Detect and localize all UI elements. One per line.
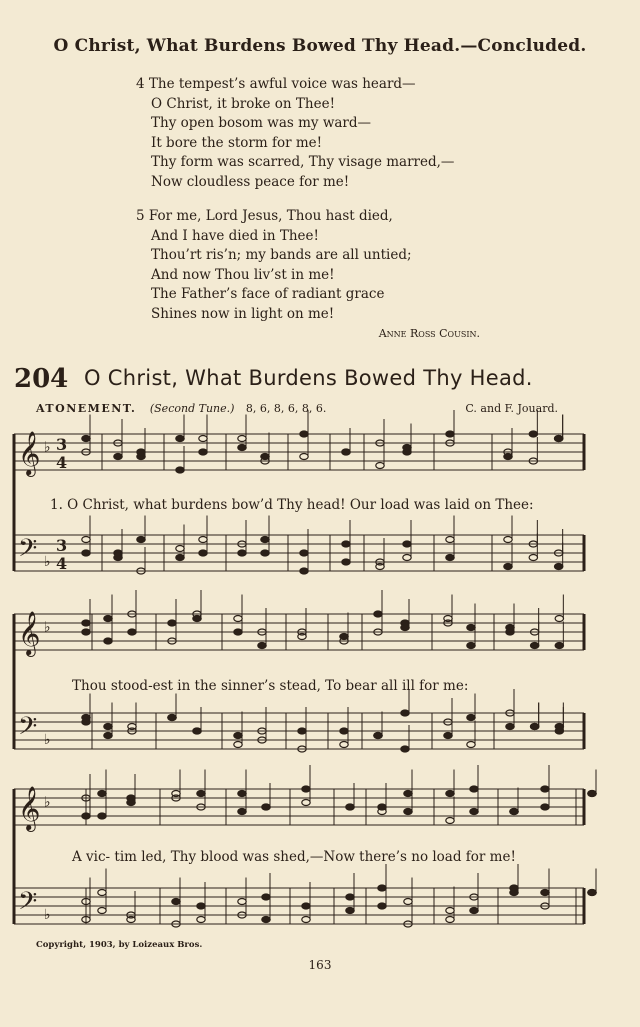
svg-text:♭: ♭	[44, 619, 51, 636]
stanza-line: The Father’s face of radiant grace	[151, 286, 385, 303]
svg-text:♭: ♭	[44, 439, 51, 456]
svg-text:♭: ♭	[44, 554, 51, 570]
svg-text:♭: ♭	[44, 907, 51, 923]
copyright: Copyright, 1903, by Loizeaux Bros.	[36, 940, 203, 950]
author-attribution: Anne Ross Cousin.	[378, 327, 480, 340]
stanza-line: Thy open bosom was my ward—	[151, 115, 372, 132]
tune-name: ATONEMENT.	[36, 402, 137, 415]
svg-text:3: 3	[56, 435, 68, 454]
stanza-line: And I have died in Thee!	[151, 227, 319, 244]
hymn-title: O Christ, What Burdens Bowed Thy Head.	[84, 366, 533, 390]
hymn-number: 204	[14, 364, 69, 394]
svg-text:3: 3	[56, 536, 68, 555]
svg-text:𝄢: 𝄢	[18, 712, 38, 747]
meter: 8, 6, 8, 6, 8, 6.	[245, 402, 327, 415]
lyric-line: A vic- tim led, Thy blood was shed,—Now there’s no load for me!	[72, 849, 516, 865]
stanza-line: Thou’rt ris’n; my bands are all untied;	[151, 247, 412, 264]
svg-text:𝄞: 𝄞	[18, 786, 41, 830]
stanza-line: O Christ, it broke on Thee!	[151, 95, 336, 112]
stanza-line: Shines now in light on me!	[151, 305, 335, 322]
concluded-title: O Christ, What Burdens Bowed Thy Head.—Concluded.	[53, 36, 587, 56]
svg-text:♭: ♭	[44, 794, 51, 811]
svg-text:𝄞: 𝄞	[18, 611, 41, 655]
svg-text:4: 4	[56, 453, 68, 472]
lyric-line: Thou stood-est in the sinner’s stead, To bear all ill for me:	[72, 678, 469, 694]
stanza-line: And now Thou liv’st in me!	[151, 266, 335, 283]
stanza-line: 4 The tempest’s awful voice was heard—	[136, 76, 416, 92]
tune-note: (Second Tune.)	[149, 402, 235, 415]
stanza-line: Thy form was scarred, Thy visage marred,—	[151, 154, 455, 171]
svg-text:𝄢: 𝄢	[18, 534, 38, 569]
svg-text:𝄢: 𝄢	[18, 887, 38, 922]
composers: C. and F. Jouard.	[465, 402, 558, 415]
lyric-line: 1. O Christ, what burdens bow’d Thy head! Our load was laid on Thee:	[50, 497, 534, 513]
stanza-line: It bore the storm for me!	[151, 134, 323, 151]
page-number: 163	[308, 958, 332, 972]
svg-text:𝄞: 𝄞	[18, 431, 41, 475]
stanza-line: 5 For me, Lord Jesus, Thou hast died,	[136, 208, 393, 224]
stanza-line: Now cloudless peace for me!	[151, 173, 350, 190]
svg-text:♭: ♭	[44, 732, 51, 748]
svg-text:4: 4	[56, 554, 68, 573]
